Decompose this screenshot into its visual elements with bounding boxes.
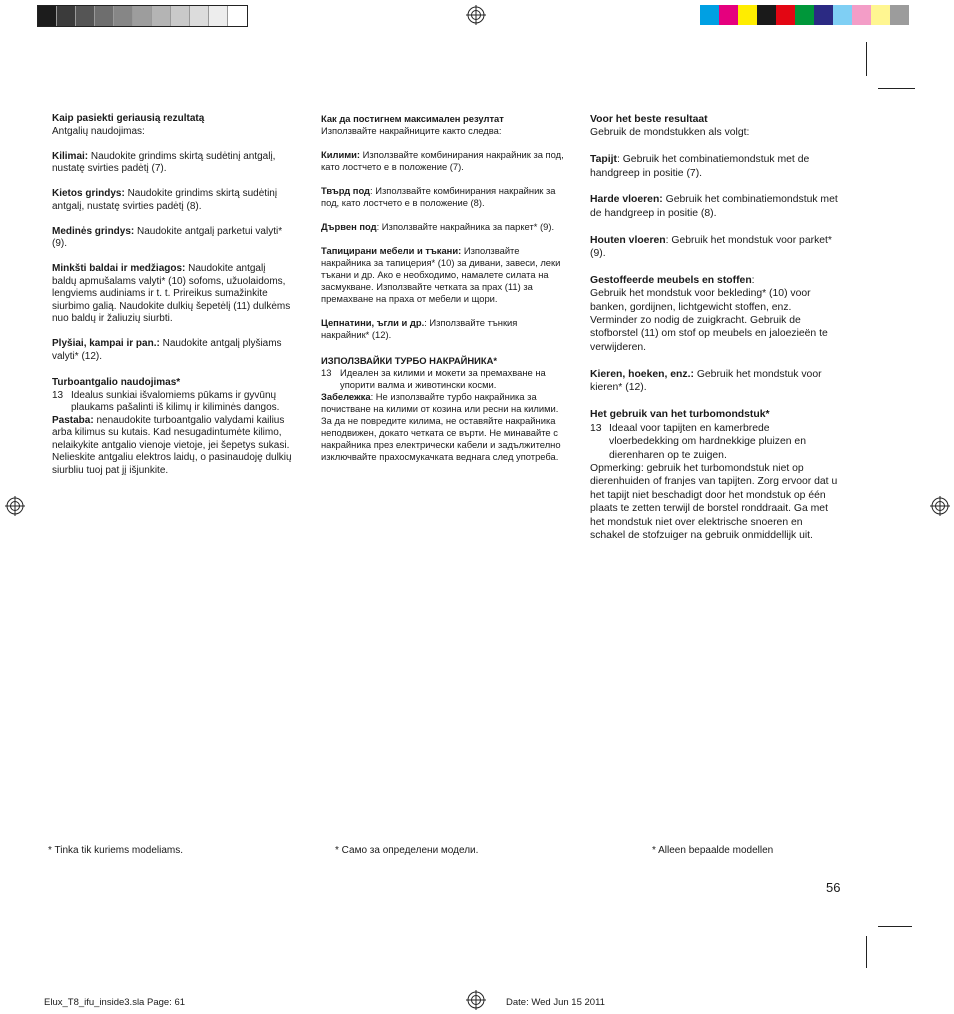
list-item <box>52 188 292 213</box>
item-label: Gestoffeerde meubels en stoffen <box>590 274 752 286</box>
item-label: Kieren, hoeken, enz.: <box>590 368 694 380</box>
list-item <box>321 221 564 233</box>
step-13 <box>321 367 564 391</box>
color-swatch <box>38 6 57 26</box>
intro-text: Използвайте накрайниците както следва: <box>321 125 502 136</box>
color-swatch <box>209 6 228 26</box>
item-text: Използвайте накрайника за тапицерия* (10) за дивани, завеси, леки тъкани и др. Ако е необходимо, намалете силата на засмукване. Използвайте четката за прах (11) за премахване на праха от мебели и щори. <box>321 245 561 304</box>
registration-mark-top <box>466 5 486 25</box>
list-item <box>321 245 564 305</box>
color-swatch <box>719 5 738 25</box>
step-text: Idealus sunkiai išvalomiems pūkams ir gyvūnų plaukams pašalinti iš kilimų ir kiliminės dangos. <box>71 389 280 413</box>
step-text: Ideaal voor tapijten en kamerbrede vloerbedekking om hardnekkige pluizen en dierenharen op te zuigen. <box>609 422 806 461</box>
page-number: 56 <box>826 880 841 895</box>
color-swatch <box>776 5 795 25</box>
registration-mark-bottom <box>466 990 486 1010</box>
color-swatch <box>171 6 190 26</box>
item-label: Minkšti baldai ir medžiagos: <box>52 263 186 274</box>
step-number: 13 <box>590 422 602 434</box>
items-list <box>590 153 840 394</box>
section-title: Как да постигнем максимален резултат <box>321 113 504 124</box>
items-list <box>52 151 292 364</box>
list-item <box>52 338 292 363</box>
item-text: Gebruik het mondstuk voor bekleding* (10) voor banken, gordijnen, lichtgewicht stoffen, enz. Verminder zo nodig de zuigkracht. Gebruik de stofborstel (11) om stof op meubels en jaloezieën te verwijderen. <box>590 288 828 353</box>
item-text: Naudokite grindims skirtą sudėtinį antgalį, nustatę svirties padėtį (7). <box>52 150 276 174</box>
crop-mark <box>878 926 912 927</box>
footnote-lithuanian: * Tinka tik kuriems modeliams. <box>48 845 184 856</box>
slug-date: Date: Wed Jun 15 2011 <box>506 997 605 1008</box>
color-swatch <box>738 5 757 25</box>
color-swatch <box>852 5 871 25</box>
item-text: Gebruik het mondstuk voor kieren* (12). <box>590 368 822 394</box>
note: Opmerking: gebruik het turbomondstuk niet op dierenhuiden of franjes van tapijten. Zorg ervoor dat u het tapijt niet beschadigt door het mondstuk op één plaats te zetten terwijl de borstel ronddraait. Ga met het mondstuk niet over elektrische snoeren en schakel de stofzuiger na gebruik onmiddellijk uit. <box>590 463 838 542</box>
step-number: 13 <box>52 389 64 401</box>
registration-mark-right <box>930 496 950 516</box>
item-text: : <box>751 274 755 286</box>
section-title: Kaip pasiekti geriausią rezultatą <box>52 113 205 124</box>
turbo-title: ИЗПОЛЗВАЙКИ ТУРБО НАКРАЙНИКА* <box>321 355 498 366</box>
note-label: Забележка <box>321 391 371 402</box>
item-label: Tapijt <box>590 154 617 166</box>
list-item <box>590 287 840 354</box>
item-text: Използвайте комбинирания накрайник за под, като лостчето е в положение (7). <box>321 149 564 172</box>
item-label: Килими: <box>321 149 361 160</box>
item-text: Naudokite antgalį parketui valyti* (9). <box>52 225 283 249</box>
color-swatch <box>133 6 152 26</box>
color-swatch <box>795 5 814 25</box>
color-swatch <box>814 5 833 25</box>
item-label: Дървен под <box>321 221 377 232</box>
grayscale-color-bar <box>37 5 248 27</box>
list-item <box>590 234 840 261</box>
color-swatch <box>890 5 909 25</box>
list-item <box>321 149 564 173</box>
item-label: Kilimai: <box>52 150 89 162</box>
note <box>321 391 564 463</box>
registration-mark-left <box>5 496 25 516</box>
item-label: Harde vloeren: <box>590 194 663 206</box>
slug-file-info: Elux_T8_ifu_inside3.sla Page: 61 <box>44 997 186 1008</box>
item-text: Naudokite antgalį baldų apmušalams valyti* (10) sofoms, užuolaidoms, lengviems audiniams ir t. t. Prireikus sumažinkite siurbimo galią. Naudokite dulkių šepetėlį (11) dulkėms nuo baldų ir žaliuzių siurbti. <box>52 263 291 324</box>
column-bulgarian <box>321 113 564 463</box>
color-swatch <box>833 5 852 25</box>
color-swatch <box>228 6 247 26</box>
footnote-bulgarian: * Само за определени модели. <box>335 845 479 856</box>
color-swatch <box>152 6 171 26</box>
item-text: : Gebruik het combinatiemondstuk met de handgreep in positie (7). <box>590 154 810 179</box>
column-lithuanian <box>52 113 292 477</box>
item-text: : Използвайте комбинирания накрайник за под, като лостчето е в положение (8). <box>321 185 556 208</box>
crop-mark <box>878 88 915 89</box>
list-item <box>321 317 564 341</box>
color-swatch <box>190 6 209 26</box>
step-13 <box>52 390 292 415</box>
step-text: Идеален за килими и мокети за премахване на упорити валма и животински косми. <box>340 367 546 390</box>
list-item <box>52 151 292 176</box>
item-text: Naudokite antgalį plyšiams valyti* (12). <box>52 338 282 362</box>
item-label: Цепнатини, ъгли и др. <box>321 317 425 328</box>
list-item <box>52 263 292 326</box>
item-text: : Използвайте тънкия накрайник* (12). <box>321 317 518 340</box>
note-text: nenaudokite turboantgalio valydami kailius arba kilimus su kutais. Kad nesugadintumėte kilimo, nelaikykite antgalio vienoje vietoje, jei šepetys sukasi. Nelieskite antgaliu elektros laidų, o pasinaudoję dulkių siurbliu tuoj pat jį išjunkite. <box>52 414 292 476</box>
list-item <box>321 185 564 209</box>
item-label: Medinės grindys: <box>52 225 135 237</box>
color-swatch <box>114 6 133 26</box>
item-text: : Използвайте накрайника за паркет* (9). <box>376 221 555 232</box>
list-item <box>590 153 840 180</box>
turbo-title: Het gebruik van het turbomondstuk* <box>590 409 770 421</box>
items-list <box>321 149 564 341</box>
intro-text: Antgalių naudojimas: <box>52 125 145 137</box>
list-item <box>590 274 840 287</box>
item-label: Kietos grindys: <box>52 188 125 199</box>
crop-mark <box>866 936 867 968</box>
item-text: : Gebruik het mondstuk voor parket* (9). <box>590 234 832 260</box>
intro-text: Gebruik de mondstukken als volgt: <box>590 127 750 139</box>
step-number: 13 <box>321 367 332 378</box>
item-label: Тапицирани мебели и тъкани: <box>321 245 462 256</box>
list-item <box>52 226 292 251</box>
item-label: Твърд под <box>321 185 370 196</box>
color-swatch <box>700 5 719 25</box>
list-item <box>590 193 840 220</box>
item-label: Houten vloeren <box>590 234 666 246</box>
note-label: Pastaba: <box>52 414 94 426</box>
item-text: Naudokite grindims skirtą sudėtinį antgalį, nustatę svirties padėtį (8). <box>52 188 278 212</box>
color-swatch <box>757 5 776 25</box>
item-label: Plyšiai, kampai ir pan.: <box>52 338 160 349</box>
section-title: Voor het beste resultaat <box>590 114 708 125</box>
note <box>52 415 292 478</box>
color-swatch <box>95 6 114 26</box>
step-13 <box>590 422 840 462</box>
note-text: : Не използвайте турбо накрайника за почистване на килими от козина или ресни на килими. За да не повредите килима, не оставяйте накрайника неподвижен, докато четката се върти. Не минавайте с накрайника през електрически кабели и задължително изключвайте прахосмукачката веднага след употреба. <box>321 391 561 462</box>
list-item <box>590 368 840 395</box>
column-dutch <box>590 113 840 543</box>
item-text: Gebruik het combinatiemondstuk met de handgreep in positie (8). <box>590 194 838 219</box>
color-swatch <box>871 5 890 25</box>
turbo-title: Turboantgalio naudojimas* <box>52 377 181 388</box>
footnote-dutch: * Alleen bepaalde modellen <box>652 845 774 856</box>
color-swatch <box>76 6 95 26</box>
color-swatch <box>57 6 76 26</box>
cmyk-color-bar <box>700 5 909 25</box>
crop-mark <box>866 42 867 76</box>
